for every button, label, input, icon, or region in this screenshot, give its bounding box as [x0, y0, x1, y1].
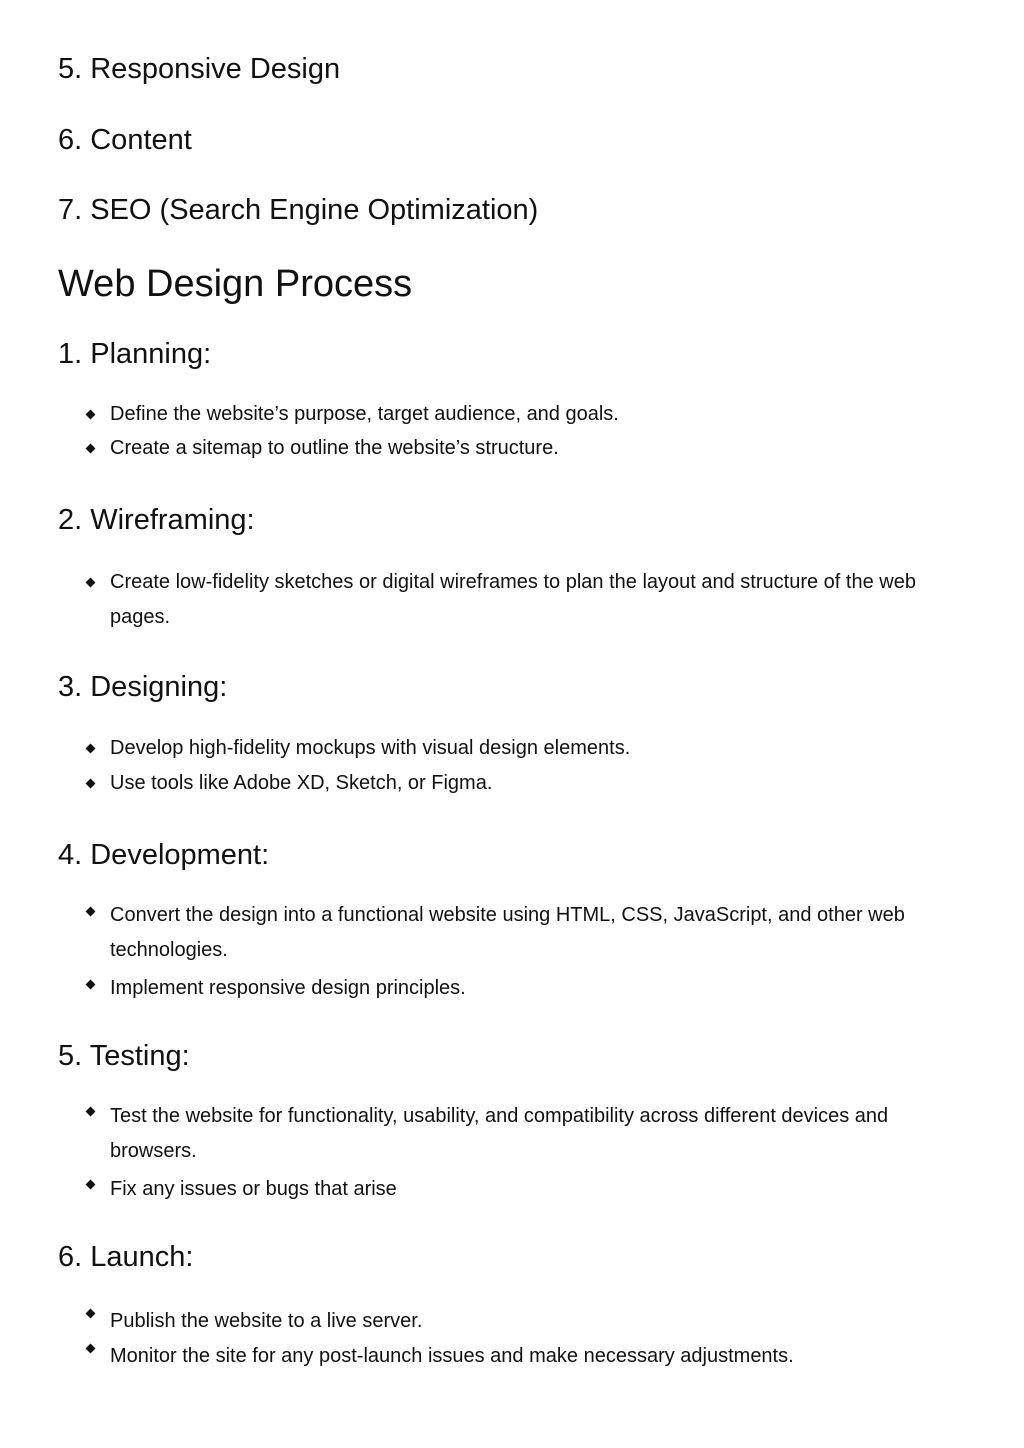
list-item-text: Convert the design into a functional website using HTML, CSS, JavaScript, and other web technologies. — [110, 904, 905, 961]
list-item-text: Define the website’s purpose, target audience, and goals. — [110, 403, 619, 425]
bullet-icon — [86, 444, 96, 454]
bullet-icon — [86, 578, 96, 588]
list-item-text: Publish the website to a live server. — [110, 1310, 423, 1332]
bullet-icon — [86, 980, 96, 990]
step-heading-development: 4. Development: — [58, 839, 270, 871]
bullet-icon — [86, 779, 96, 789]
intro-item-content: 6. Content — [58, 124, 192, 156]
list-item-text: Fix any issues or bugs that arise — [110, 1178, 397, 1200]
section-title: Web Design Process — [58, 263, 413, 305]
step-heading-launch: 6. Launch: — [58, 1241, 194, 1273]
bullet-icon — [86, 1344, 96, 1354]
bullet-icon — [86, 744, 96, 754]
intro-item-responsive-design: 5. Responsive Design — [58, 53, 341, 85]
bullet-icon — [86, 1309, 96, 1319]
list-item-text: Create low-fidelity sketches or digital wireframes to plan the layout and structure of the web pages. — [110, 571, 916, 628]
step-heading-planning: 1. Planning: — [58, 338, 212, 370]
list-item-text: Test the website for functionality, usability, and compatibility across different devices and browsers. — [110, 1105, 889, 1162]
list-item-text: Use tools like Adobe XD, Sketch, or Figma. — [110, 772, 493, 794]
intro-item-seo: 7. SEO (Search Engine Optimization) — [58, 194, 539, 226]
list-item-text: Implement responsive design principles. — [110, 977, 466, 999]
bullet-icon — [86, 1180, 96, 1190]
bullet-icon — [86, 1107, 96, 1117]
list-item-text: Create a sitemap to outline the website’s structure. — [110, 437, 559, 459]
step-heading-designing: 3. Designing: — [58, 671, 228, 703]
bullet-icon — [86, 410, 96, 420]
step-heading-wireframing: 2. Wireframing: — [58, 504, 255, 536]
list-item-text: Develop high-fidelity mockups with visual design elements. — [110, 737, 631, 759]
list-item-text: Monitor the site for any post-launch issues and make necessary adjustments. — [110, 1345, 794, 1367]
step-heading-testing: 5. Testing: — [58, 1040, 190, 1072]
bullet-icon — [86, 907, 96, 917]
